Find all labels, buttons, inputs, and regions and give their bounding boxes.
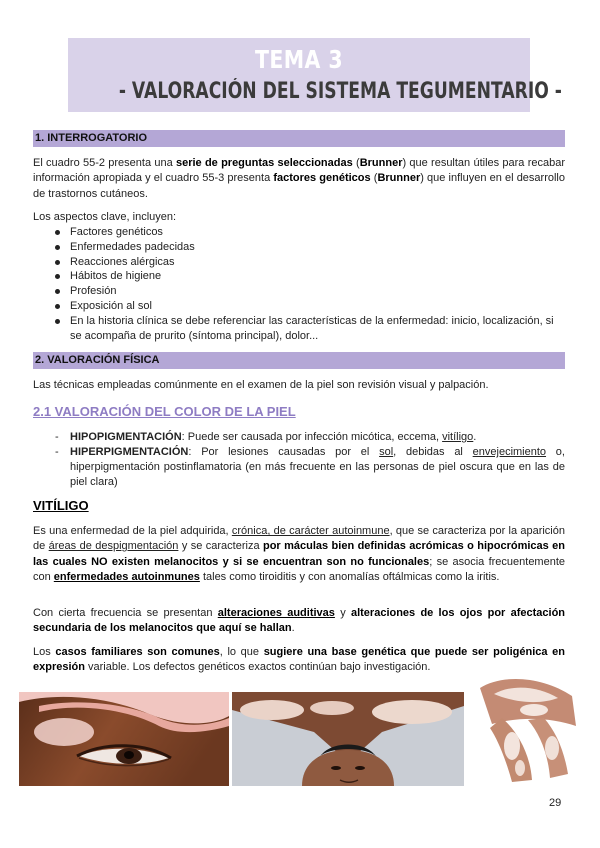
bold-run: casos familiares son comunes <box>55 646 220 658</box>
pigmentation-list <box>33 430 565 490</box>
arms-illustration <box>232 692 464 786</box>
text-run: y se caracteriza <box>178 540 263 553</box>
paragraph-cuadros <box>33 156 565 202</box>
eye-illustration <box>19 692 229 786</box>
text-run: ( <box>352 157 360 169</box>
photo-vitiligo-arms <box>232 692 464 786</box>
list-item: Exposición al sol <box>33 299 565 314</box>
photo-vitiligo-eye <box>19 692 229 786</box>
bold-run: serie de preguntas seleccionadas <box>175 157 353 169</box>
text-run: o, hiperpigmentación postinflamatoria (en más frecuente en las personas de piel oscura que en las de piel clara) <box>70 446 565 488</box>
underlined-run: envejecimiento <box>472 446 547 458</box>
text-run: Con cierta frecuencia se presentan <box>33 607 218 619</box>
paragraph-vitiligo-alteraciones <box>33 606 565 637</box>
text-run: El cuadro 55-2 presenta una <box>33 157 176 169</box>
list-item-hiperpigmentacion <box>33 445 565 490</box>
paragraph-aspectos-intro: Los aspectos clave, incluyen: <box>33 211 177 223</box>
bold-underlined-run: alteraciones auditivas <box>217 607 335 619</box>
paragraph-tecnicas: Las técnicas empleadas comúnmente en el examen de la piel son revisión visual y palpación. <box>33 379 489 391</box>
photo-vitiligo-hands <box>472 668 581 786</box>
heading-vitiligo: VITÍLIGO <box>33 498 89 513</box>
page-number: 29 <box>549 797 562 809</box>
bold-run: HIPOPIGMENTACIÓN <box>70 431 182 443</box>
text-run: . <box>473 431 477 443</box>
bold-run: sugiere una base genética que puede ser poligénica en expresión <box>33 646 565 674</box>
text-run: ; se asocia frecuentemente con <box>33 555 566 583</box>
text-run: : Puede ser causada por infección micótica, eccema, <box>181 431 443 443</box>
list-item: Enfermedades padecidas <box>33 240 565 255</box>
bold-run: Brunner <box>377 172 421 185</box>
bold-run: Brunner <box>359 157 403 169</box>
text-run: tales como tiroiditis y con anomalías oftálmicas como la iritis. <box>199 570 500 583</box>
bold-run: HIPERPIGMENTACIÓN <box>70 446 189 458</box>
underlined-run: sol <box>379 446 394 458</box>
text-run: ) que resultan útiles para recabar información apropiada y el cuadro 55-3 presenta <box>33 157 565 185</box>
list-item: Reacciones alérgicas <box>33 255 565 270</box>
text-run: ) que influyen en el desarrollo de trastornos cutáneos. <box>33 172 565 200</box>
text-run: y <box>334 607 351 619</box>
hands-illustration <box>472 668 581 786</box>
text-run: , debidas al <box>393 446 473 458</box>
underlined-run: crónica, de carácter autoinmune <box>231 525 390 537</box>
text-run: , que se caracteriza por la aparición de <box>33 525 565 553</box>
text-run: , lo que <box>219 646 264 658</box>
section-heading-valoracion-fisica: 2. VALORACIÓN FÍSICA <box>33 352 565 369</box>
text-run: ( <box>370 172 378 185</box>
title-topic-number: TEMA 3 <box>254 45 344 74</box>
underlined-run: áreas de despigmentación <box>48 540 179 553</box>
subheading-color-piel: 2.1 VALORACIÓN DEL COLOR DE LA PIEL <box>33 404 296 419</box>
list-item: Hábitos de higiene <box>33 269 565 284</box>
paragraph-vitiligo-definicion <box>33 524 565 585</box>
text-run: : Por lesiones causadas por el <box>188 446 380 458</box>
text-run: . <box>291 622 295 635</box>
bold-underlined-run: enfermedades autoinmunes <box>53 570 200 583</box>
list-item: Factores genéticos <box>33 225 565 240</box>
text-run: variable. Los defectos genéticos exactos continúan bajo investigación. <box>84 661 431 674</box>
list-item-hipopigmentacion <box>33 430 565 445</box>
title-banner <box>68 38 562 112</box>
text-run: Es una enfermedad de la piel adquirida, <box>33 525 232 537</box>
title-topic-name: - VALORACIÓN DEL SISTEMA TEGUMENTARIO - <box>118 79 562 104</box>
bold-run: factores genéticos <box>273 172 371 185</box>
list-item: En la historia clínica se debe referenciar las características de la enfermedad: inicio, localización, si se acompaña de prurito (síntoma principal), dolor... <box>33 314 565 344</box>
key-aspects-list <box>33 225 565 343</box>
section-heading-interrogatorio: 1. INTERROGATORIO <box>33 130 565 147</box>
list-item: Profesión <box>33 284 565 299</box>
underlined-run: vitíligo <box>442 431 474 443</box>
text-run: Los <box>33 646 56 658</box>
bold-run: alteraciones de los ojos por afectación secundaria de los melanocitos que aquí se hallan <box>33 607 566 635</box>
bold-run: por máculas bien definidas acrómicas o hipocrómicas en las cuales NO existen melanocitos y si se encuentran son no funcionales <box>33 540 566 568</box>
